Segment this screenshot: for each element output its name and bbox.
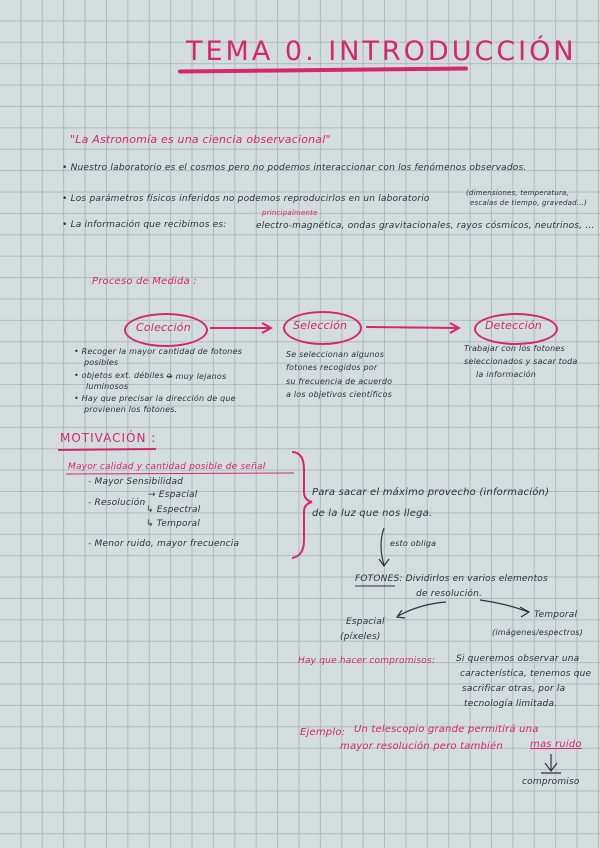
motivacion-item-4: ↳ Espectral xyxy=(146,505,201,515)
ejemplo-label: Ejemplo: xyxy=(300,727,346,738)
proceso-heading: Proceso de Medida : xyxy=(92,276,197,287)
det-note-1: Trabajar con los fotones xyxy=(464,344,565,353)
motivacion-item-3: → Espacial xyxy=(148,490,198,500)
bullet-parametros: • Los parámetros físicos inferidos no podemos reproducirlos en un laboratorio xyxy=(62,194,430,204)
bullet-informacion-note: principalmente xyxy=(262,209,318,217)
col-note-1: • Recoger la mayor cantidad de fotones xyxy=(74,347,243,356)
sel-note-3: su frecuencia de acuerdo xyxy=(286,377,393,386)
quote: "La Astronomía es una ciencia observacional" xyxy=(70,133,331,146)
compromisos-text-1: Si queremos observar una xyxy=(456,654,580,664)
subheading-underline xyxy=(66,473,294,474)
compromisos-text-4: tecnología limitada. xyxy=(464,699,558,709)
step-deteccion: Detección xyxy=(485,319,542,332)
motivacion-item-1: - Mayor Sensibilidad xyxy=(88,477,184,487)
compromisos-text-3: sacrificar otras, por la xyxy=(462,684,566,694)
compromisos-label: Hay que hacer compromisos: xyxy=(298,656,436,666)
step-seleccion: Selección xyxy=(293,319,348,332)
motivacion-item-6: - Menor ruido, mayor frecuencia xyxy=(88,539,240,549)
bullet-parametros-paren-2: escalas de tiempo, gravedad...) xyxy=(470,199,588,207)
sel-note-2: fotones recogidos por xyxy=(286,363,378,372)
motivacion-item-5: ↳ Temporal xyxy=(146,519,201,529)
motivacion-brace xyxy=(292,452,312,558)
col-note-2: posibles xyxy=(84,358,119,367)
temporal-label: Temporal xyxy=(534,610,578,620)
bullet-parametros-paren-1: (dimensiones, temperatura, xyxy=(466,189,569,197)
arrow-espacial xyxy=(397,602,446,618)
page-title: TEMA 0. INTRODUCCIÓN xyxy=(186,36,577,67)
col-note-4: luminosos xyxy=(86,382,129,391)
motivacion-heading: MOTIVACIÓN : xyxy=(60,431,157,445)
motivacion-subheading: Mayor calidad y cantidad posible de señal xyxy=(68,462,266,472)
arrow-compromiso xyxy=(541,754,561,773)
temporal-sub: (imágenes/espectros) xyxy=(492,628,583,637)
espacial-label: Espacial xyxy=(346,617,385,627)
det-note-3: la información xyxy=(476,370,537,379)
bullet-informacion: • La información que recibimos es: xyxy=(62,220,227,230)
motivacion-right-2: de la luz que nos llega. xyxy=(312,508,433,519)
esto-obliga: esto obliga xyxy=(390,539,437,548)
arrow-seleccion-deteccion xyxy=(366,323,459,333)
motivacion-item-2: - Resolución xyxy=(88,498,146,508)
ejemplo-text-1: Un telescopio grande permitirá una xyxy=(354,724,539,735)
fotones-line-2: de resolución. xyxy=(416,589,483,599)
espacial-sub: (píxeles) xyxy=(340,632,381,642)
ejemplo-text-2: mayor resolución pero también xyxy=(340,741,503,752)
col-note-5: → muy lejanos xyxy=(166,372,227,381)
arrow-coleccion-seleccion xyxy=(210,323,271,333)
col-note-6: • Hay que precisar la dirección de que xyxy=(74,394,236,403)
col-note-7: provienen los fotones. xyxy=(84,405,178,414)
motivacion-underline xyxy=(58,449,156,450)
motivacion-right-1: Para sacar el máximo provecho (información) xyxy=(312,487,550,498)
sel-note-1: Se seleccionan algunos xyxy=(286,350,385,359)
det-note-2: seleccionados y sacar toda xyxy=(464,357,578,366)
step-coleccion: Colección xyxy=(136,321,191,334)
ejemplo-ruido: mas ruido xyxy=(530,739,582,750)
bullet-informacion-cont: electro-magnética, ondas gravitacionales, rayos cósmicos, neutrinos, ... xyxy=(256,221,595,231)
compromisos-text-2: característica, tenemos que xyxy=(460,669,592,679)
arrow-esto-obliga xyxy=(379,528,389,566)
fotones-line-1: FOTONES: Dividirlos en varios elementos xyxy=(355,574,548,584)
bullet-laboratorio: • Nuestro laboratorio es el cosmos pero no podemos interaccionar con los fenómenos observados. xyxy=(62,163,527,173)
sel-note-4: a los objetivos científicos xyxy=(286,390,392,399)
col-note-3: • objetos ext. débiles o xyxy=(74,371,172,380)
arrow-temporal xyxy=(480,600,529,617)
compromiso-result: compromiso xyxy=(522,777,580,787)
